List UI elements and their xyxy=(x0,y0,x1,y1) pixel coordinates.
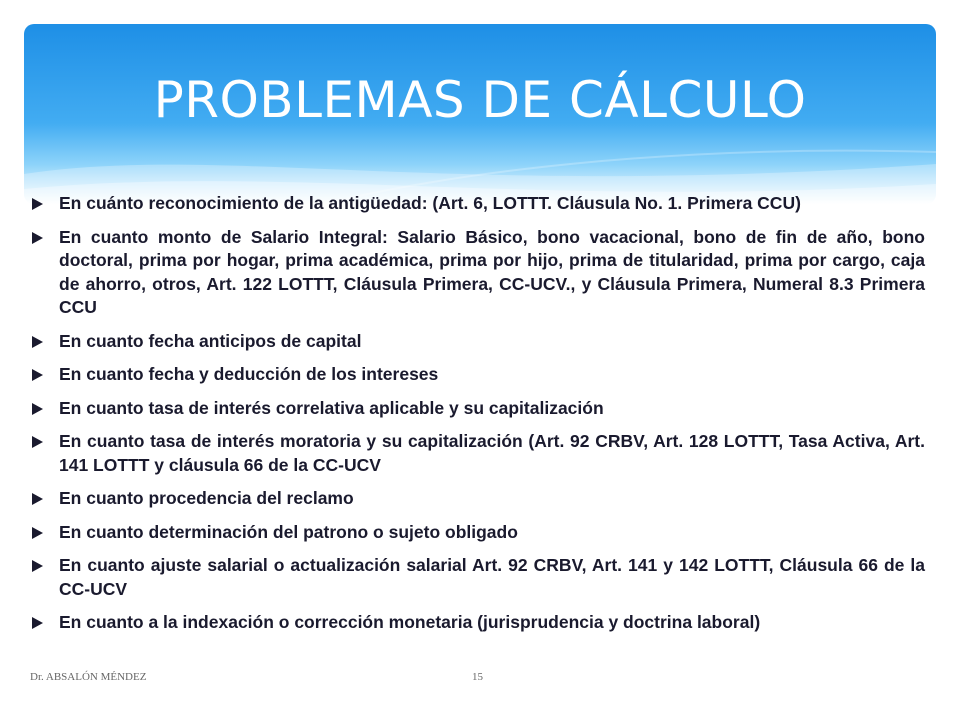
triangle-right-icon xyxy=(32,560,43,572)
triangle-right-icon xyxy=(32,232,43,244)
bullet-text: En cuanto tasa de interés correlativa aplicable y su capitalización xyxy=(59,397,604,418)
bullet-text: En cuanto fecha y deducción de los intereses xyxy=(59,364,439,384)
list-item xyxy=(32,397,925,421)
list-item xyxy=(32,363,925,387)
bullet-text: En cuanto a la indexación o corrección monetaria (jurisprudencia y doctrina laboral) xyxy=(59,612,761,632)
list-item xyxy=(32,226,925,320)
bullet-text: En cuanto ajuste salarial o actualización salarial Art. 92 CRBV, Art. 141 y 142 LOTTT, Cláusula 66 de la CC-UCV xyxy=(59,555,925,599)
triangle-right-icon xyxy=(32,369,43,381)
triangle-right-icon xyxy=(32,198,43,210)
bullet-text: En cuanto procedencia del reclamo xyxy=(59,488,354,508)
page-number: 15 xyxy=(472,671,483,683)
triangle-right-icon xyxy=(32,403,43,415)
bullet-text: En cuanto monto de Salario Integral: Salario Básico, bono vacacional, bono de fin de año, bono doctoral, prima por hogar, prima académica, prima por hijo, prima de titularidad, prima por cargo, caja de ahorro, otros, Art. 122 LOTTT, Cláusula Primera, CC-UCV., y Cláusula Primera, Numeral 8.3 Primera CCU xyxy=(59,226,925,317)
bullet-text: En cuanto tasa de interés moratoria y su capitalización (Art. 92 CRBV, Art. 128 LOTTT, Tasa Activa, Art. 141 LOTTT y cláusula 66 de la CC-UCV xyxy=(59,431,925,475)
bullet-text: En cuanto fecha anticipos de capital xyxy=(59,330,362,351)
triangle-right-icon xyxy=(32,336,43,348)
triangle-right-icon xyxy=(32,527,43,539)
list-item xyxy=(32,330,925,354)
triangle-right-icon xyxy=(32,436,43,448)
triangle-right-icon xyxy=(32,617,43,629)
list-item xyxy=(32,521,925,545)
triangle-right-icon xyxy=(32,493,43,505)
slide-title: PROBLEMAS DE CÁLCULO xyxy=(153,71,807,129)
list-item xyxy=(32,487,925,511)
list-item xyxy=(32,611,925,635)
list-item xyxy=(32,554,925,601)
list-item xyxy=(32,430,925,477)
bullet-list xyxy=(32,192,925,645)
list-item xyxy=(32,192,925,216)
bullet-text: En cuánto reconocimiento de la antigüedad: (Art. 6, LOTTT. Cláusula No. 1. Primera CCU) xyxy=(59,193,801,213)
bullet-text: En cuanto determinación del patrono o sujeto obligado xyxy=(59,521,518,542)
footer-author: Dr. ABSALÓN MÉNDEZ xyxy=(30,671,147,683)
